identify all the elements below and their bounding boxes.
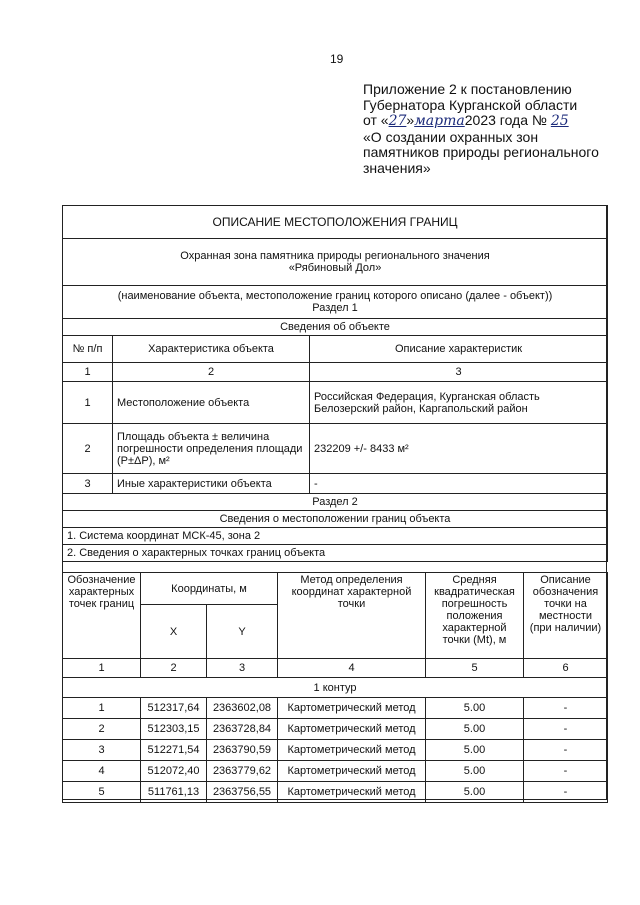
zone-line-2: «Рябиновый Дол» bbox=[288, 262, 382, 274]
point-num: 5 bbox=[63, 782, 141, 803]
point-num: 4 bbox=[63, 761, 141, 782]
row-characteristic: Площадь объекта ± величина погрешности определения площади (P±ΔP), м² bbox=[113, 424, 310, 474]
point-desc: - bbox=[524, 782, 608, 803]
appendix-line-4: «О создании охранных зон bbox=[363, 128, 539, 145]
point-method: Картометрический метод bbox=[278, 698, 426, 719]
col-num: 2 bbox=[141, 659, 207, 678]
coord-system: 1. Система координат МСК-45, зона 2 bbox=[63, 528, 608, 545]
row-num: 2 bbox=[63, 424, 113, 474]
object-note-line-1: (наименование объекта, местоположение границ которого описано (далее - объект)) bbox=[117, 290, 553, 302]
header-y: Y bbox=[207, 605, 278, 659]
date-day-handwritten: 27 bbox=[388, 113, 407, 129]
object-note bbox=[63, 286, 608, 319]
point-x: 512317,64 bbox=[141, 698, 207, 719]
point-num: 1 bbox=[63, 698, 141, 719]
col-num: 1 bbox=[63, 659, 141, 678]
point-y: 2363756,55 bbox=[207, 782, 278, 803]
table-row bbox=[63, 424, 608, 474]
point-mt: 5.00 bbox=[426, 761, 524, 782]
header-coords: Координаты, м bbox=[141, 573, 278, 605]
section2-label: Раздел 2 bbox=[63, 494, 608, 511]
col-num: 3 bbox=[310, 363, 608, 382]
point-desc: - bbox=[524, 719, 608, 740]
col-num: 4 bbox=[278, 659, 426, 678]
date-mid: » bbox=[406, 112, 415, 128]
points-title: 2. Сведения о характерных точках границ объекта bbox=[63, 545, 608, 562]
header-method: Метод определения координат характерной точки bbox=[278, 573, 426, 659]
header-accuracy: Средняя квадратическая погрешность положения характерной точки (Mt), м bbox=[426, 573, 524, 659]
table-row bbox=[63, 474, 608, 494]
point-mt: 5.00 bbox=[426, 719, 524, 740]
point-desc: - bbox=[524, 698, 608, 719]
point-y: 2363790,59 bbox=[207, 740, 278, 761]
row-description: Российская Федерация, Курганская область Белозерский район, Каргапольский район bbox=[310, 382, 608, 424]
appendix-line-6: значения» bbox=[363, 159, 431, 176]
point-x: 512072,40 bbox=[141, 761, 207, 782]
table-row bbox=[63, 740, 608, 761]
section1-title: Сведения об объекте bbox=[63, 319, 608, 336]
zone-name bbox=[63, 239, 608, 286]
appendix-date-line bbox=[363, 113, 633, 130]
page-number: 19 bbox=[330, 52, 344, 66]
point-desc: - bbox=[524, 761, 608, 782]
zone-line-1: Охранная зона памятника природы регионального значения bbox=[180, 250, 490, 262]
date-year: 2023 года № bbox=[464, 112, 547, 128]
col-num: 3 bbox=[207, 659, 278, 678]
table-row bbox=[63, 761, 608, 782]
appendix-line-1: Приложение 2 к постановлению bbox=[363, 81, 572, 97]
point-y: 2363779,62 bbox=[207, 761, 278, 782]
point-method: Картометрический метод bbox=[278, 761, 426, 782]
table-row bbox=[63, 782, 608, 803]
col-num: 2 bbox=[113, 363, 310, 382]
point-num: 3 bbox=[63, 740, 141, 761]
appendix-line-2: Губернатора Курганской области bbox=[363, 96, 578, 113]
point-y: 2363602,08 bbox=[207, 698, 278, 719]
header-x: X bbox=[141, 605, 207, 659]
header-num: № п/п bbox=[63, 336, 113, 363]
table-row bbox=[63, 698, 608, 719]
row-description: 232209 +/- 8433 м² bbox=[310, 424, 608, 474]
row-num: 1 bbox=[63, 382, 113, 424]
appendix-line-5: памятников природы регионального bbox=[363, 144, 599, 160]
point-num: 2 bbox=[63, 719, 141, 740]
table-row bbox=[63, 719, 608, 740]
header-characteristic: Характеристика объекта bbox=[113, 336, 310, 363]
row-characteristic: Местоположение объекта bbox=[113, 382, 310, 424]
point-method: Картометрический метод bbox=[278, 719, 426, 740]
table-row bbox=[63, 382, 608, 424]
doc-number-handwritten: 25 bbox=[550, 113, 569, 129]
point-desc: - bbox=[524, 740, 608, 761]
col-num: 6 bbox=[524, 659, 608, 678]
point-x: 511761,13 bbox=[141, 782, 207, 803]
contour-label: 1 контур bbox=[63, 678, 608, 698]
points-table bbox=[62, 572, 608, 803]
col-num: 1 bbox=[63, 363, 113, 382]
date-prefix: от « bbox=[363, 112, 389, 128]
section1-table bbox=[62, 205, 608, 562]
header-description: Описание характеристик bbox=[310, 336, 608, 363]
doc-title: ОПИСАНИЕ МЕСТОПОЛОЖЕНИЯ ГРАНИЦ bbox=[63, 206, 608, 239]
date-month-handwritten: марта bbox=[414, 113, 465, 129]
row-num: 3 bbox=[63, 474, 113, 494]
point-x: 512271,54 bbox=[141, 740, 207, 761]
point-mt: 5.00 bbox=[426, 740, 524, 761]
point-mt: 5.00 bbox=[426, 698, 524, 719]
point-x: 512303,15 bbox=[141, 719, 207, 740]
point-method: Картометрический метод bbox=[278, 782, 426, 803]
point-method: Картометрический метод bbox=[278, 740, 426, 761]
col-num: 5 bbox=[426, 659, 524, 678]
header-designation: Обозначение характерных точек границ bbox=[63, 573, 141, 659]
point-mt: 5.00 bbox=[426, 782, 524, 803]
header-point-description: Описание обозначения точки на местности (при наличии) bbox=[524, 573, 608, 659]
row-description: - bbox=[310, 474, 608, 494]
row-characteristic: Иные характеристики объекта bbox=[113, 474, 310, 494]
appendix-header bbox=[363, 82, 633, 176]
section1-label: Раздел 1 bbox=[312, 302, 358, 314]
section2-title: Сведения о местоположении границ объекта bbox=[63, 511, 608, 528]
point-y: 2363728,84 bbox=[207, 719, 278, 740]
